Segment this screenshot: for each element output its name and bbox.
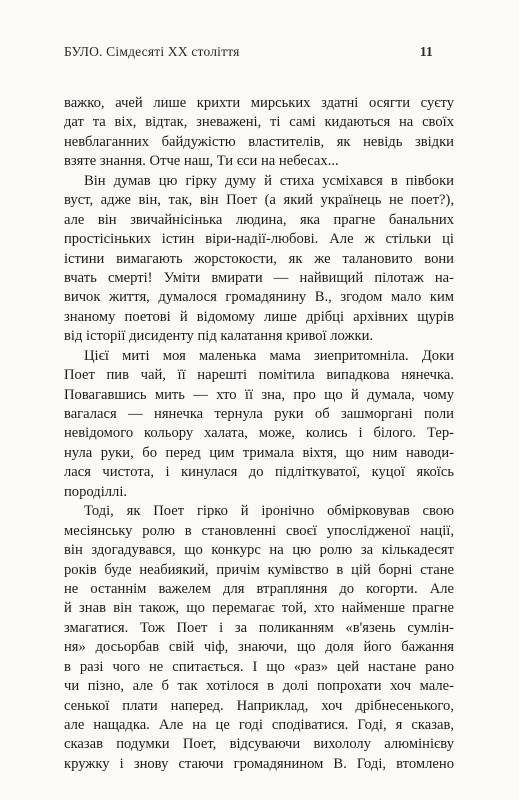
text-line: в разі чого не спитається. І що «раз» цей настане рано (64, 658, 454, 675)
text-line: знаному поетові й відомому лише дрібці архівних щурів (64, 308, 454, 325)
text-line: Повагавшись мить — хто її зна, про що й думала, чому (64, 386, 454, 403)
text-line: чи пізно, але б так хотілося в долі попрохати хоч мале- (64, 678, 454, 695)
text-line: породіллі. (64, 483, 128, 500)
text-line: лася чистота, і кинулася до підліткуватої, куцої якоїсь (64, 464, 454, 481)
text-line: Цієї миті моя маленька мама зиепритомніла. Доки (84, 347, 454, 364)
text-line: вичок життя, думалося громадянину В., згодом мало ким (64, 289, 454, 306)
text-line: взяте знання. Отче наш, Ти єси на небесах... (64, 153, 339, 170)
text-line: важко, ачей лише крихти мирських здатні осягти суєту (64, 95, 454, 111)
text-line: сказав подумки Поет, відсуваючи вихололу алюмінієву (64, 736, 454, 753)
page-number: 11 (419, 44, 433, 59)
text-line: не останнім важелем для втрапляння до когорти. Але (64, 580, 454, 597)
text-line: вагалася — нянечка тернула руки об зашморгані поли (64, 406, 454, 422)
text-line: але нащадка. Але на це годі сподіватися. Годі, я сказав, (64, 717, 454, 733)
text-line: від історії дисиденту під калатання кривої ложки. (64, 328, 374, 345)
text-line: але він звичайнісінька людина, яка прагне банальних (64, 211, 454, 228)
text-line: невідомого кольору халата, може, колись і білого. Тер- (64, 425, 454, 442)
text-line: Тоді, як Поет гірко й іронічно обмірковував свою (84, 503, 454, 520)
text-line: нула руки, бо перед цим тримала віхтя, що ним наводи- (64, 444, 454, 461)
text-line: істини вимагають жорстокости, як же талановито вони (64, 250, 454, 267)
text-line: Поет пив чай, її нарешті помітила випадкова нянечка. (64, 367, 454, 384)
text-line: вуст, адже він, так, він Поет (а який українець не поет?), (64, 192, 454, 209)
text-line: кружку і знову стаючи громадянином В. Годі, втомлено (64, 755, 454, 772)
text-line: месіянську ролю в становленні своєї упослідженої нації, (64, 522, 454, 539)
text-line: ня» досьорбав свій чіф, знаючи, що доля його бажання (64, 639, 454, 656)
text-line: вчать смерті! Уміти вмирати — найвищий пілотаж на- (64, 269, 454, 286)
text-line: дат та віх, відтак, зневажені, ті самі кидаються на своїх (64, 114, 454, 131)
text-line: Він думав цю гірку думу й стиха усміхався в півбоки (84, 172, 454, 189)
text-line: змагатися. Тож Поет і за поликанням «в'язень сумлін- (64, 619, 454, 636)
text-line: сенької плати наперед. Наприклад, хоч дрібнесенького, (64, 697, 454, 714)
page-header (64, 44, 433, 60)
text-line: він здогадувався, що конкурс на цю ролю за кількадесят (64, 542, 454, 559)
text-line: невблаганних байдужістю властителів, як невідь звідки (64, 133, 454, 150)
text-line: простісіньких істин віри-надії-любові. Але ж стільки ці (64, 231, 454, 248)
running-title: БУЛО. Сімдесяті XX століття (64, 44, 240, 59)
text-line: й знав він також, що перемагає той, хто найменше прагне (64, 600, 454, 617)
body-text (64, 94, 454, 774)
text-line: років буде неабиякий, причім кумівство в цій борні стане (64, 561, 454, 578)
